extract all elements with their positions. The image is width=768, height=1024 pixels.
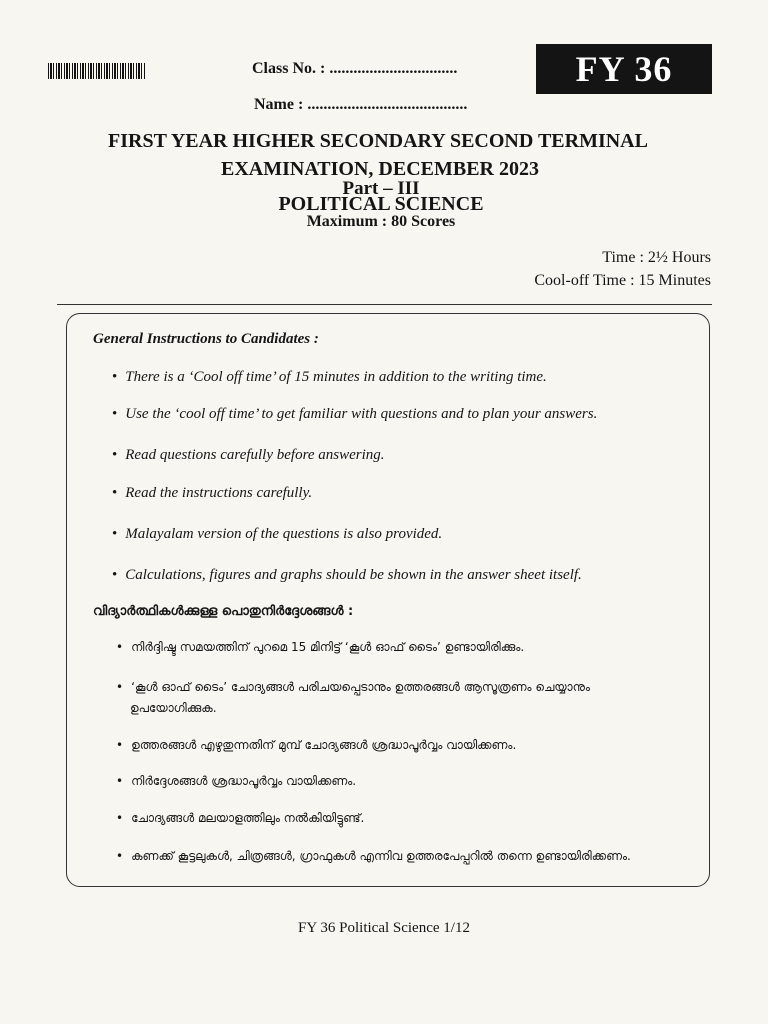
malayalam-instruction-item: • ചോദ്യങ്ങൾ മലയാളത്തിലും നൽകിയിട്ടുണ്ട്. xyxy=(116,811,364,826)
class-no-field: Class No. : ................................ xyxy=(252,60,458,77)
exam-title-line2: EXAMINATION, DECEMBER 2023 xyxy=(221,158,539,180)
page-footer: FY 36 Political Science 1/12 xyxy=(298,920,470,936)
cool-off-time: Cool-off Time : 15 Minutes xyxy=(534,272,711,289)
exam-subject: POLITICAL SCIENCE xyxy=(278,193,484,215)
exam-part: Part – III xyxy=(342,178,420,199)
malayalam-instruction-continuation: ഉപയോഗിക്കുക. xyxy=(130,701,217,715)
instruction-item: • Malayalam version of the questions is also provided. xyxy=(112,526,442,543)
max-scores: Maximum : 80 Scores xyxy=(306,213,456,230)
malayalam-instruction-item: • നിർദ്ദേശങ്ങൾ ശ്രദ്ധാപൂർവ്വം വായിക്കണം. xyxy=(116,774,356,789)
instruction-item: • Read questions carefully before answering. xyxy=(112,447,385,464)
instructions-box xyxy=(66,313,710,887)
paper-code-badge: FY 36 xyxy=(536,44,712,94)
barcode xyxy=(48,63,146,79)
malayalam-instructions-heading: വിദ്യാർത്ഥികൾക്കുള്ള പൊതുനിർദ്ദേശങ്ങൾ : xyxy=(93,604,354,619)
time-duration: Time : 2½ Hours xyxy=(602,249,711,266)
instruction-item: • Use the ‘cool off time’ to get familiar with questions and to plan your answers. xyxy=(112,406,597,423)
exam-title-line1: FIRST YEAR HIGHER SECONDARY SECOND TERMINAL xyxy=(108,130,648,152)
instruction-item: • There is a ‘Cool off time’ of 15 minutes in addition to the writing time. xyxy=(112,369,547,386)
malayalam-instruction-item: • ഉത്തരങ്ങൾ എഴുതുന്നതിന് മുമ്പ് ചോദ്യങ്ങൾ ശ്രദ്ധാപൂർവ്വം വായിക്കണം. xyxy=(116,738,516,753)
name-field: Name : ........................................ xyxy=(254,96,468,113)
instructions-heading: General Instructions to Candidates : xyxy=(93,331,319,347)
malayalam-instruction-item: • നിർദ്ദിഷ്ട സമയത്തിന് പുറമെ 15 മിനിട്ട് ‘കൂൾ ഓഫ് ടൈം’ ഉണ്ടായിരിക്കും. xyxy=(116,640,524,655)
malayalam-instruction-item: • കണക്ക് കൂട്ടലുകൾ, ചിത്രങ്ങൾ, ഗ്രാഫുകൾ എന്നിവ ഉത്തരപേപ്പറിൽ തന്നെ ഉണ്ടായിരിക്കണം. xyxy=(116,849,631,864)
instruction-item: • Read the instructions carefully. xyxy=(112,485,312,502)
divider xyxy=(57,304,712,305)
instruction-item: • Calculations, figures and graphs should be shown in the answer sheet itself. xyxy=(112,567,582,584)
malayalam-instruction-item: • ‘കൂൾ ഓഫ് ടൈം’ ചോദ്യങ്ങൾ പരിചയപ്പെടാനും ഉത്തരങ്ങൾ ആസൂത്രണം ചെയ്യാനും xyxy=(116,680,590,695)
